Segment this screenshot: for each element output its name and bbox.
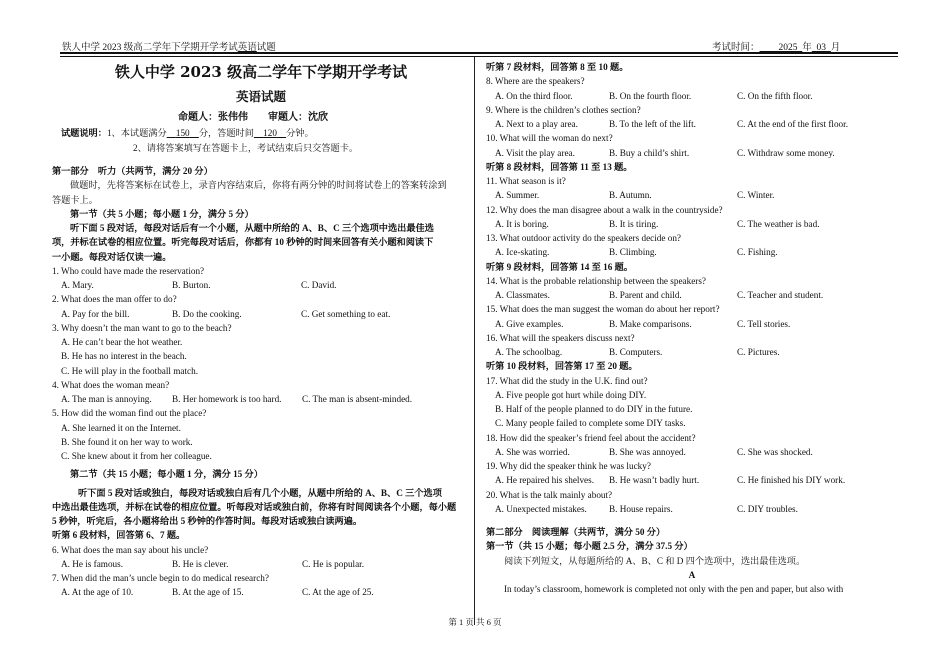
question-15: 15. What does the man suggest the woman do about her report? (486, 304, 720, 315)
page-title: 铁人中学 2023 级高二学年下学期开学考试 (114, 63, 408, 81)
column-divider (474, 57, 475, 625)
question-4: 4. What does the woman mean? (52, 379, 170, 390)
part2-intro: 阅读下列短文，从每题所给的 A、B、C 和 D 四个选项中，选出最佳选项。 (504, 555, 806, 566)
question-3: 3. Why doesn’t the man want to go to the beach? (52, 322, 232, 333)
question-5-option-b: B. She found it on her way to work. (61, 436, 193, 447)
material-8-heading: 听第 8 段材料，回答第 11 至 13 题。 (486, 161, 633, 172)
question-12: 12. Why does the man disagree about a walk in the countryside? (486, 204, 723, 215)
question-9-options: A. Next to a play area. B. To the left of the lift. C. At the end of the first floor. (495, 119, 848, 129)
section1-heading: 第一节（共 5 小题；每小题 1 分，满分 5 分） (70, 208, 254, 219)
left-column (52, 60, 470, 600)
question-17-option-b: B. Half of the people planned to do DIY in the future. (495, 404, 693, 414)
part2-section1-heading: 第一节（共 15 小题；每小题 2.5 分，满分 37.5 分） (486, 541, 693, 552)
page-subtitle: 英语试题 (235, 90, 286, 104)
question-3-option-a: A. He can’t bear the hot weather. (61, 337, 183, 347)
question-9: 9. Where is the children’s clothes section? (486, 104, 641, 115)
part2-heading: 第二部分 阅读理解（共两节，满分 50 分） (486, 527, 666, 537)
right-column (486, 60, 898, 596)
section1-directions-3: 一小题。每段对话仅读一遍。 (52, 251, 172, 262)
question-15-options: A. Give examples. B. Make comparisons. C. Tell stories. (495, 318, 791, 329)
header-year: 2025 (778, 43, 798, 53)
header-rule-thick (60, 52, 898, 54)
question-10-options: A. Visit the play area. B. Buy a child’s shirt. C. Withdraw some money. (495, 147, 835, 158)
question-17-option-c: C. Many people failed to complete some DIY tasks. (495, 418, 686, 429)
material-10-heading: 听第 10 段材料，回答第 17 至 20 题。 (486, 361, 638, 372)
reviewer: 审题人：沈欣 (268, 112, 328, 123)
question-8-options: A. On the third floor. B. On the fourth floor. C. On the fifth floor. (495, 90, 813, 101)
question-6: 6. What does the man say about his uncle? (52, 544, 209, 555)
header-exam-name: 铁人中学 2023 级高二学年下学期开学考试 (62, 43, 238, 53)
header-subject: 英语 (237, 43, 257, 53)
question-3-option-b: B. He has no interest in the beach. (61, 351, 187, 362)
question-7-options: A. At the age of 10. B. At the age of 15. C. At the age of 25. (61, 587, 374, 598)
section2-heading: 第二节（共 15 小题；每小题 1 分，满分 15 分） (70, 469, 263, 480)
section1-directions-1: 听下面 5 段对话，每段对话后有一个小题，从题中所给的 A、B、C 三个选项中选出最佳选 (70, 223, 434, 233)
question-19-options: A. He repaired his shelves. B. He wasn’t badly hurt. C. He finished his DIY work. (495, 475, 846, 486)
part1-intro-2: 答题卡上。 (52, 194, 98, 205)
question-11-options: A. Summer. B. Autumn. C. Winter. (495, 190, 775, 201)
header-rule-thin (60, 56, 898, 57)
question-5-option-a: A. She learned it on the Internet. (61, 422, 181, 433)
part1-intro-1: 做题时，先将答案标在试卷上，录音内容结束后，你将有两分钟的时间将试卷上的答案转涂到 (70, 180, 447, 191)
section2-directions-3: 5 秒钟，听完后，各小题将给出 5 秒钟的作答时间。每段对话或独白读两遍。 (52, 516, 363, 526)
question-17: 17. What did the study in the U.K. find out? (486, 375, 648, 386)
running-header-left (62, 39, 276, 53)
question-16-options: A. The schoolbag. B. Computers. C. Pictures. (495, 347, 780, 357)
question-16: 16. What will the speakers discuss next? (486, 332, 635, 343)
running-header-right (712, 39, 840, 53)
question-14-options: A. Classmates. B. Parent and child. C. Teacher and student. (495, 290, 824, 300)
setter: 命题人：张伟伟 (178, 112, 248, 123)
header-month: 03 (816, 43, 827, 53)
material-9-heading: 听第 9 段材料，回答第 14 至 16 题。 (486, 261, 633, 272)
part1-heading: 第一部分 听力（共两节，满分 20 分） (52, 166, 213, 176)
question-14: 14. What is the probable relationship between the speakers? (486, 275, 707, 286)
question-3-option-c: C. He will play in the football match. (61, 365, 199, 376)
header-year-unit: 年 (802, 43, 812, 53)
question-5-option-c: C. She knew about it from her colleague. (61, 451, 212, 461)
section2-directions-2: 中选出最佳选项，并标在试卷的相应位置。听每段对话或独白前，你将有时间阅读各个小题，每小题 (52, 501, 457, 512)
section2-directions-1: 听下面 5 段对话或独白，每段对话或独白后有几个小题，从题中所给的 A、B、C 三个选项 (78, 487, 442, 498)
page-footer: 第 1 页 共 6 页 (448, 617, 502, 627)
question-20: 20. What is the talk mainly about? (486, 489, 613, 500)
question-2: 2. What does the man offer to do? (52, 294, 177, 305)
question-12-options: A. It is boring. B. It is tiring. C. The weather is bad. (495, 218, 820, 229)
question-6-options: A. He is famous. B. He is clever. C. He is popular. (61, 558, 365, 569)
question-10: 10. What will the woman do next? (486, 133, 613, 144)
question-5: 5. How did the woman find out the place? (52, 408, 207, 419)
question-18: 18. How did the speaker’s friend feel about the accident? (486, 432, 696, 443)
passage-label: A (688, 569, 696, 580)
question-2-options: A. Pay for the bill. B. Do the cooking. C. Get something to eat. (61, 308, 391, 319)
question-18-options: A. She was worried. B. She was annoyed. C. She was shocked. (495, 446, 813, 457)
header-suffix: 试题 (256, 43, 276, 53)
question-20-options: A. Unexpected mistakes. B. House repairs. C. DIY troubles. (495, 503, 798, 514)
header-date-label: 考试时间： (712, 43, 760, 53)
instruction-line-2: 2、请将答案填写在答题卡上，考试结束后只交答题卡。 (133, 142, 359, 153)
header-month-unit: 月 (830, 43, 841, 53)
question-7: 7. When did the man’s uncle begin to do medical research? (52, 573, 269, 583)
question-13: 13. What outdoor activity do the speakers decide on? (486, 233, 682, 243)
material-7-heading: 听第 7 段材料，回答第 8 至 10 题。 (486, 62, 629, 72)
question-1: 1. Who could have made the reservation? (52, 265, 205, 276)
instruction-line-1: 试题说明：1、本试题满分 150 分，答题时间 120 分钟。 (61, 128, 314, 138)
question-8: 8. Where are the speakers? (486, 76, 585, 87)
passage-a-line-1: In today’s classroom, homework is completed not only with the pen and paper, but also with (504, 584, 844, 594)
authors (52, 110, 470, 126)
question-17-option-a: A. Five people got hurt while doing DIY. (495, 389, 647, 400)
section1-directions-2: 项，并标在试卷的相应位置。听完每段对话后，你都有 10 秒钟的时间来回答有关小题和阅读下 (52, 237, 434, 248)
question-4-options: A. The man is annoying. B. Her homework is too hard. C. The man is absent-minded. (61, 394, 413, 404)
material-6-heading: 听第 6 段材料，回答第 6、7 题。 (52, 530, 186, 541)
question-13-options: A. Ice-skating. B. Climbing. C. Fishing. (495, 247, 778, 258)
question-11: 11. What season is it? (486, 176, 566, 186)
question-1-options: A. Mary. B. Burton. C. David. (61, 280, 337, 290)
question-19: 19. Why did the speaker think he was lucky? (486, 461, 651, 471)
